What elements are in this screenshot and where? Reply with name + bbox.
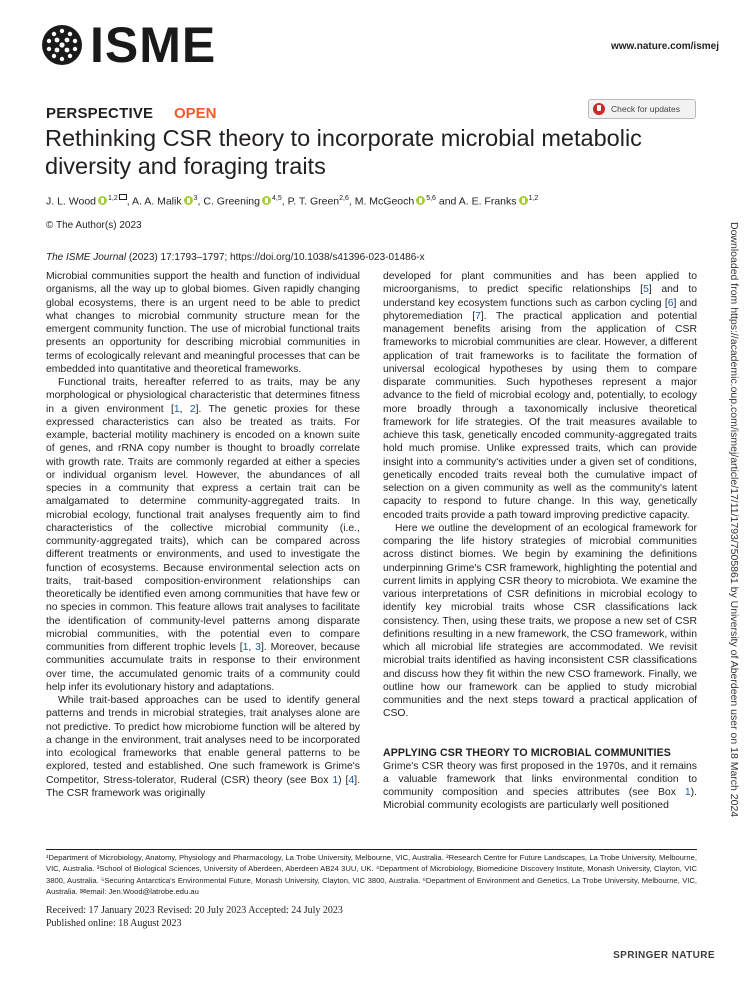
body-paragraph: While trait-based approaches can be used to identify general patterns and trends in microbial strategies, trait analyses alone are not predictive. To predict how microbiome function will be altered by a change in the environment, trait analyses need to be incorporated into ecological frameworks that enable general patterns to be explored, tested and established. One such framework is Grime's Competitor, Stress-tolerator, Ruderal (CSR) theory (see Box 1) [4]. The CSR framework was originally [46, 695, 360, 799]
author-separator: , [281, 195, 288, 208]
author-separator: , [348, 195, 355, 208]
body-column-right [383, 270, 697, 813]
body-paragraph: Grime's CSR theory was first proposed in the 1970s, and it remains a valuable framework that links environmental condition to community composition and species attributes (see Box 1). Microbial community ecologists are particularly well positioned [383, 760, 697, 812]
reference-link[interactable]: 2 [189, 403, 196, 415]
check-for-updates-button[interactable] [588, 99, 696, 119]
author-affiliation: 4,5 [271, 195, 282, 202]
logo-wordmark: ISME [90, 17, 217, 73]
author-affiliation: 1,2 [528, 195, 539, 202]
author-name: P. T. Green [287, 195, 340, 208]
article-type-label: PERSPECTIVE [46, 105, 154, 122]
journal-logo [40, 17, 217, 73]
received-revised-accepted-dates: Received: 17 January 2023 Revised: 20 July 2023 Accepted: 24 July 2023 [46, 905, 343, 916]
copyright-notice: © The Author(s) 2023 [46, 220, 142, 231]
author-separator: , [197, 195, 204, 208]
reference-link[interactable]: 7 [475, 310, 481, 322]
author-name: A. E. Franks [458, 195, 517, 208]
open-access-label: OPEN [174, 105, 217, 122]
author-affiliation: 1,2 [108, 195, 118, 202]
section-heading: APPLYING CSR THEORY TO MICROBIAL COMMUNITIES [383, 746, 671, 759]
orcid-icon[interactable] [262, 196, 271, 205]
reference-link[interactable]: 5 [643, 284, 649, 296]
box-link[interactable]: 1 [684, 787, 691, 798]
published-online-date: Published online: 18 August 2023 [46, 917, 182, 929]
isme-globe-icon [40, 23, 84, 67]
author-list [46, 194, 538, 208]
author-separator: , [126, 195, 132, 208]
body-paragraph: developed for plant communities and has been applied to microorganisms, to predict specific relationships [5] and to understand key ecosystem functions such as carbon cycling [6] and phytoremediation [7]. The practical application and potential management benefits arising from the application of CSR frameworks to microbial communities are clear. However, a different application of trait frameworks is to facilitate the formation of universal ecological hypotheses by using them to compare disparate communities. Such hypotheses represent a major advance to the field of microbial ecology and, potentially, to ecology more broadly through a taxonomically inclusive theoretical framework for life strategies. Of the trait measures available to achieve this task, genetically encoded community-aggregated traits hold much promise. Unlike expressed traits, which can provide insight into a community's activities under a given set of conditions, genetically encoded traits reveal both the cumulative impact of selection on a given community as well as the community's latent capacity to respond to future change. In this way, genetically encoded traits provide a path toward improving predictive capacity. [383, 271, 698, 521]
orcid-icon[interactable] [98, 196, 107, 205]
email-icon[interactable] [119, 194, 127, 200]
reference-link[interactable]: 6 [667, 297, 674, 309]
affiliation-footnotes: ¹Department of Microbiology, Anatomy, Physiology and Pharmacology, La Trobe University, Melbourne, VIC, Australia. ²Research Centre for Future Landscapes, La Trobe University, Melbourne, VIC, Australia. ³School of Biological Sciences, University of Aberdeen, Aberdeen AB24 3UU, UK. ⁴Department of Microbiology, Biomedicine Discovery Institute, Monash University, Clayton, VIC 3800, Australia. ⁵Securing Antarctica's Environmental Future, Monash University, Clayton, VIC 3800, Australia. ⁶Department of Environment and Genetics, La Trobe University, Melbourne, VIC, Australia. ✉email: Jen.Wood@latrobe.edu.au [46, 853, 697, 897]
author-separator: and [435, 195, 459, 208]
publisher-logo: SPRINGER NATURE [613, 950, 715, 961]
author-name: A. A. Malik [132, 195, 182, 208]
article-title: Rethinking CSR theory to incorporate microbial metabolic diversity and foraging traits [45, 125, 642, 179]
citation-details[interactable]: (2023) 17:1793–1797; https://doi.org/10.1038/s41396-023-01486-x [126, 252, 425, 263]
orcid-icon[interactable] [416, 196, 425, 205]
author-affiliation: 2,6 [339, 195, 349, 202]
body-paragraph: Here we outline the development of an ecological framework for comparing the life history strategies of microbial communities across distinct biomes. We begin by examining the definitions underpinning Grime's CSR framework, highlighting the potential and current limits in applying CSR theory to microbiota. We examine the various interpretations of CSR definitions in microbial ecology to identify key microbial traits whose CSR classifications lack consistency. Then, using these traits, we propose a new set of CSR definitions resulting in a new framework, the CSO framework, within which all microbial life strategies are accommodated. We revisit microbial traits identified as having inconsistent CSR classifications and discuss how they fit within the new CSO framework. Finally, we outline how our framework can be applied to study microbial communities and the next steps toward a practical application of CSO. [383, 522, 697, 720]
author-name: M. McGeoch [354, 195, 415, 208]
footnote-divider [46, 849, 697, 850]
reference-link[interactable]: 4 [348, 774, 355, 786]
body-paragraph: Functional traits, hereafter referred to as traits, may be any morphological or physiological characteristic that determines fitness in a given environment [1, 2]. The genetic proxies for these expressed characteristics can also be treated as traits. For example, bacterial motility machinery is encoded on a known suite of genes, and rRNA copy number is thought to broadly correlate with growth rate. Traits are commonly regarded at either a species or individual organism level. However, the abundances of all species in a community that express a certain trait can be amalgamated to determine community-aggregated traits. In microbial ecology, functional trait analyses frequently aim to find characteristics of the collective microbial community (i.e., community-aggregated traits), which can be compared across different treatments or environments, and used to investigate the function of ecosystems. Because environmental selection acts on traits, trait-based composition-environment relationships can theoretically be identified even among communities that have few or no species in common. This feature allows trait analyses to facilitate the identification of community-level patterns among disparate microbial communities, with the potential even to compare communities from different trophic levels [1, 3]. Moreover, because communities accumulate traits in response to their environment over time, the accumulated genomic traits of a community could help infer its evolutionary history and adaptations. [46, 377, 361, 693]
body-column-left [46, 270, 360, 800]
orcid-icon[interactable] [184, 196, 193, 205]
reference-link[interactable]: 3 [255, 642, 261, 653]
download-watermark: Downloaded from https://academic.oup.com/ismej/article/17/11/1793/7505861 by University of Aberdeen user on 18 March 2024 [728, 222, 740, 818]
reference-link[interactable]: 1 [173, 403, 180, 415]
citation-line [46, 252, 425, 263]
body-paragraph: Microbial communities support the health and function of individual organisms, all the way up to global biomes. Given rapidly changing global ecosystems, there is an urgent need to be able to predict what changes to microbial community structure mean for the emergent community function. The use of microbial functional traits presents an opportunity for describing microbial communities in terms of ecologically relevant and meaningful processes that can be embedded into quantitative and theoretical frameworks. [46, 271, 360, 375]
journal-url-link[interactable]: www.nature.com/ismej [611, 41, 719, 52]
box-link[interactable]: 1 [332, 774, 339, 786]
crossmark-icon [593, 103, 605, 115]
reference-link[interactable]: 1 [242, 642, 249, 653]
author-name: C. Greening [203, 195, 260, 208]
citation-journal: The ISME Journal [46, 252, 127, 263]
article-dates [46, 905, 343, 930]
orcid-icon[interactable] [519, 196, 528, 205]
author-affiliation: 3 [193, 195, 198, 202]
author-affiliation: 5,6 [426, 195, 436, 202]
check-for-updates-label: Check for updates [611, 104, 680, 114]
author-name: J. L. Wood [46, 195, 96, 208]
